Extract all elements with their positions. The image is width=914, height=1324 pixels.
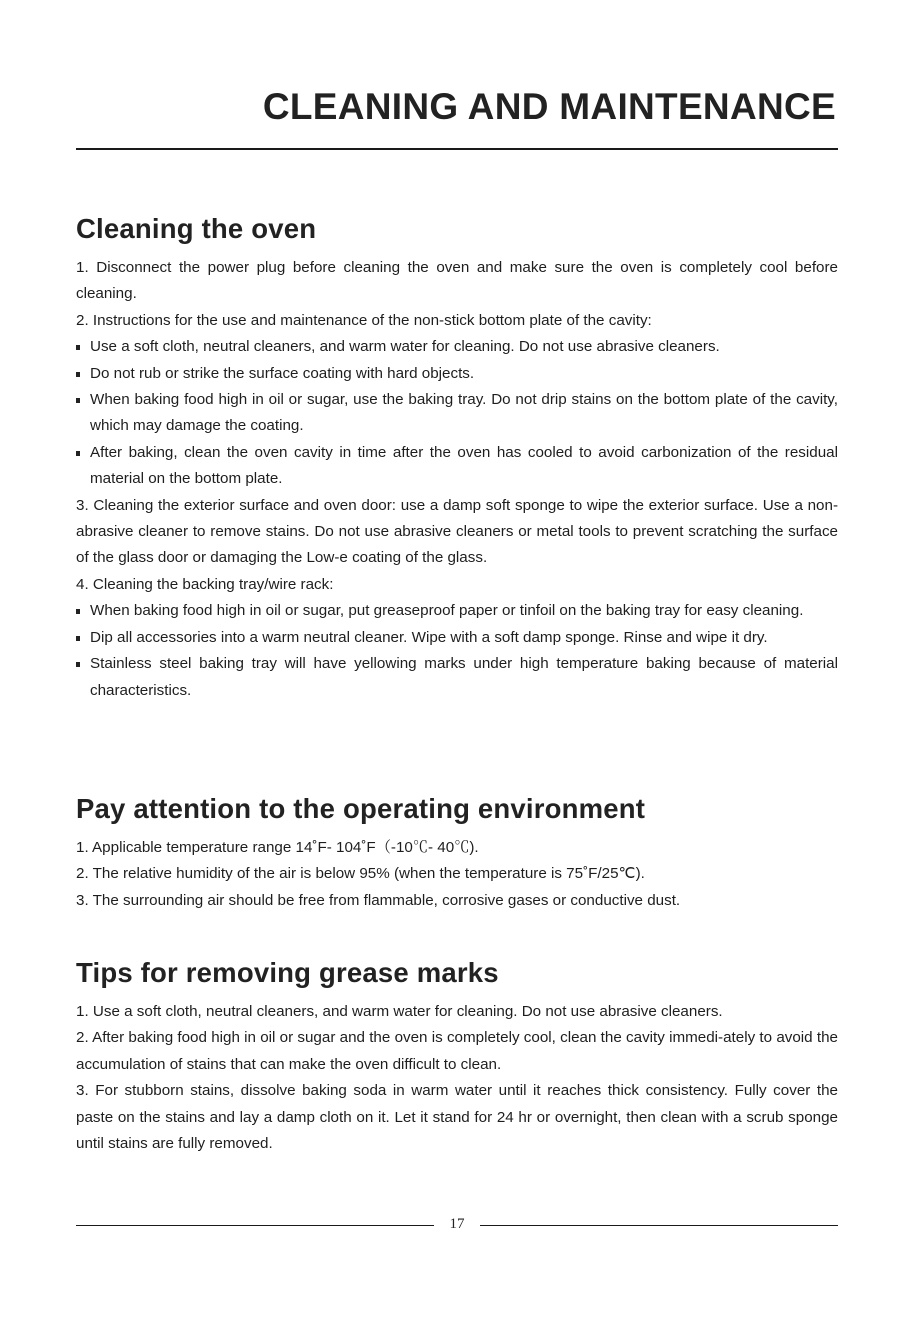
bullet-item	[76, 625, 838, 651]
bullet-text: When baking food high in oil or sugar, put greaseproof paper or tinfoil on the baking tray for easy cleaning.	[90, 602, 804, 620]
numbered-paragraph: 2. After baking food high in oil or sugar and the oven is completely cool, clean the cavity immedi-ately to avoid the accumulation of stains that can make the oven difficult to clean.	[76, 1029, 838, 1073]
numbered-paragraph: 1. Use a soft cloth, neutral cleaners, and warm water for cleaning. Do not use abrasive cleaners.	[76, 1003, 723, 1020]
section-heading: Cleaning the oven	[76, 213, 317, 244]
bullet-item	[76, 440, 838, 493]
bullet-text: When baking food high in oil or sugar, use the baking tray. Do not drip stains on the bottom plate of the cavity, which may damage the coating.	[90, 391, 838, 435]
numbered-paragraph: 1. Applicable temperature range 14˚F- 104˚F（-10℃- 40℃).	[76, 839, 479, 856]
numbered-paragraph: 1. Disconnect the power plug before cleaning the oven and make sure the oven is completely cool before cleaning.	[76, 259, 838, 303]
footer-divider-left	[76, 1225, 434, 1226]
section-operating-environment	[76, 793, 838, 914]
section-heading: Pay attention to the operating environment	[76, 793, 646, 824]
bullet-marker-icon	[76, 609, 80, 614]
bullet-marker-icon	[76, 636, 80, 641]
numbered-paragraph: 4. Cleaning the backing tray/wire rack:	[76, 575, 334, 593]
numbered-paragraph: 3. For stubborn stains, dissolve baking soda in warm water until it reaches thick consistency. Fully cover the paste on the stains and lay a damp cloth on it. Let it stand for 24 hr or overnight, then clean with a scrub sponge until stains are fully removed.	[76, 1082, 838, 1153]
bullet-marker-icon	[76, 662, 80, 667]
page-title: CLEANING AND MAINTENANCE	[262, 86, 836, 127]
section-body	[76, 835, 838, 914]
section-body	[76, 999, 838, 1157]
bullet-item	[76, 334, 838, 360]
bullet-text: Stainless steel baking tray will have yellowing marks under high temperature baking because of material characteristics.	[90, 655, 838, 699]
numbered-paragraph: 3. Cleaning the exterior surface and oven door: use a damp soft sponge to wipe the exterior surface. Use a non-abrasive cleaner to remove stains. Do not use abrasive cleaners or metal tools to prevent scratching the surface of the glass door or damaging the Low-e coating of the glass.	[76, 496, 838, 567]
bullet-marker-icon	[76, 451, 80, 456]
section-removing-grease-marks	[76, 957, 838, 1157]
numbered-paragraph: 2. Instructions for the use and maintenance of the non-stick bottom plate of the cavity:	[76, 311, 652, 329]
bullet-marker-icon	[76, 372, 80, 377]
bullet-marker-icon	[76, 345, 80, 350]
bullet-item	[76, 361, 838, 387]
bullet-marker-icon	[76, 398, 80, 403]
bullet-item	[76, 387, 838, 440]
numbered-paragraph: 2. The relative humidity of the air is below 95% (when the temperature is 75˚F/25℃).	[76, 865, 645, 883]
title-divider	[76, 148, 838, 150]
section-heading: Tips for removing grease marks	[76, 957, 499, 988]
section-cleaning-the-oven	[76, 213, 838, 704]
footer-divider-right	[480, 1225, 838, 1226]
bullet-item	[76, 651, 838, 704]
section-body	[76, 255, 838, 704]
bullet-item	[76, 598, 838, 624]
bullet-text: Use a soft cloth, neutral cleaners, and warm water for cleaning. Do not use abrasive cleaners.	[90, 338, 720, 356]
bullet-text: Dip all accessories into a warm neutral cleaner. Wipe with a soft damp sponge. Rinse and wipe it dry.	[90, 628, 768, 646]
page-number: 17	[449, 1216, 465, 1232]
bullet-text: Do not rub or strike the surface coating with hard objects.	[90, 364, 475, 382]
bullet-text: After baking, clean the oven cavity in time after the oven has cooled to avoid carbonization of the residual material on the bottom plate.	[90, 443, 838, 488]
numbered-paragraph: 3. The surrounding air should be free from flammable, corrosive gases or conductive dust.	[76, 891, 681, 909]
